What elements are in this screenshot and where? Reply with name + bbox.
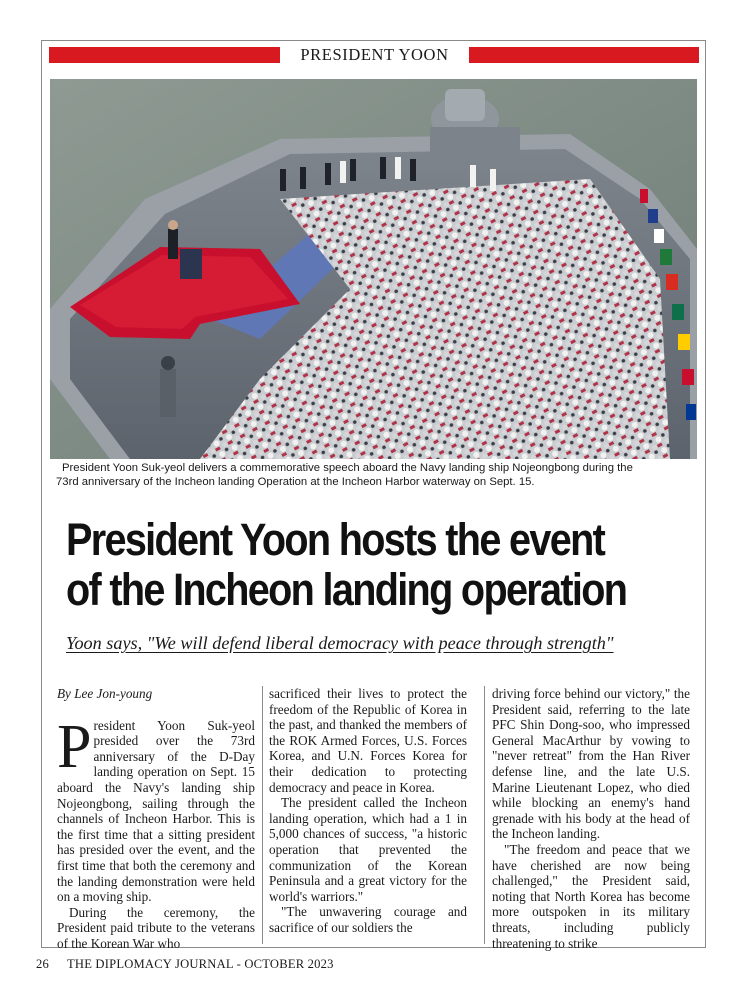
paragraph — [57, 712, 255, 905]
page-number: 26 — [36, 957, 49, 971]
photo-caption — [56, 461, 702, 489]
article-column-1 — [57, 686, 255, 952]
headline-line-2: of the Incheon landing operation — [66, 564, 627, 615]
paragraph: "The freedom and peace that we have cherished are now being challenged," the President said, noting that North Korea has become more outspoken in its military threats, including publicly threatening to strike — [492, 841, 690, 951]
article-column-2 — [269, 686, 467, 936]
section-title: PRESIDENT YOON — [300, 45, 449, 64]
ceremony-photo — [50, 79, 697, 459]
headline-line-1: President Yoon hosts the event — [66, 514, 605, 565]
headline — [66, 515, 638, 615]
paragraph: "The unwavering courage and sacrifice of our soldiers the — [269, 904, 467, 935]
paragraph: The president called the Incheon landing operation, which had a 1 in 5,000 chances of success, "a historic operation that prevented the communization of the Korean Peninsula and a great victory for the world's warriors." — [269, 795, 467, 904]
publication-name: THE DIPLOMACY JOURNAL - OCTOBER 2023 — [67, 957, 334, 971]
caption-line-2: 73rd anniversary of the Incheon landing Operation at the Incheon Harbor waterway on Sept. 15. — [56, 476, 535, 488]
column-rule — [262, 686, 263, 944]
caption-line-1: President Yoon Suk-yeol delivers a commemorative speech aboard the Navy landing ship Nojeongbong during the — [62, 462, 633, 474]
column-rule — [484, 686, 485, 944]
section-bar-left — [49, 47, 280, 63]
page-footer — [36, 957, 334, 972]
paragraph: sacrificed their lives to protect the freedom of the Republic of Korea in the past, and thanked the members of the ROK Armed Forces, U.S. Forces Korea, and U.N. Forces Korea for their dedication to protecting democracy and peace in Korea. — [269, 686, 467, 795]
paragraph-text: resident Yoon Suk-yeol presided over the 73rd anniversary of the D-Day landing operation on Sept. 15 aboard the Navy's landing ship Nojeongbong, sailing through the channels of Incheon Harbor. This is the first time that a sitting president has presided over the event, and the first time that both the ceremony and the landing demonstration were held on a moving ship. — [57, 717, 255, 905]
section-bar-right — [469, 47, 699, 63]
ceremony-photo-image — [50, 79, 697, 459]
paragraph: driving force behind our victory," the President said, referring to the late PFC Shin Dong-soo, who impressed General MacArthur by vowing to "never retreat" from the Han River defense line, and the late U.S. Marine Lieutenant Lopez, who died while blocking an enemy's hand grenade with his body at the head of the Incheon landing. — [492, 686, 690, 842]
byline: By Lee Jon-young — [57, 686, 153, 701]
drop-cap: P — [57, 712, 92, 781]
paragraph: During the ceremony, the President paid tribute to the veterans of the Korean War who — [57, 904, 255, 951]
article-column-3 — [492, 686, 690, 951]
deck-subtitle: Yoon says, "We will defend liberal democracy with peace through strength" — [66, 633, 614, 653]
